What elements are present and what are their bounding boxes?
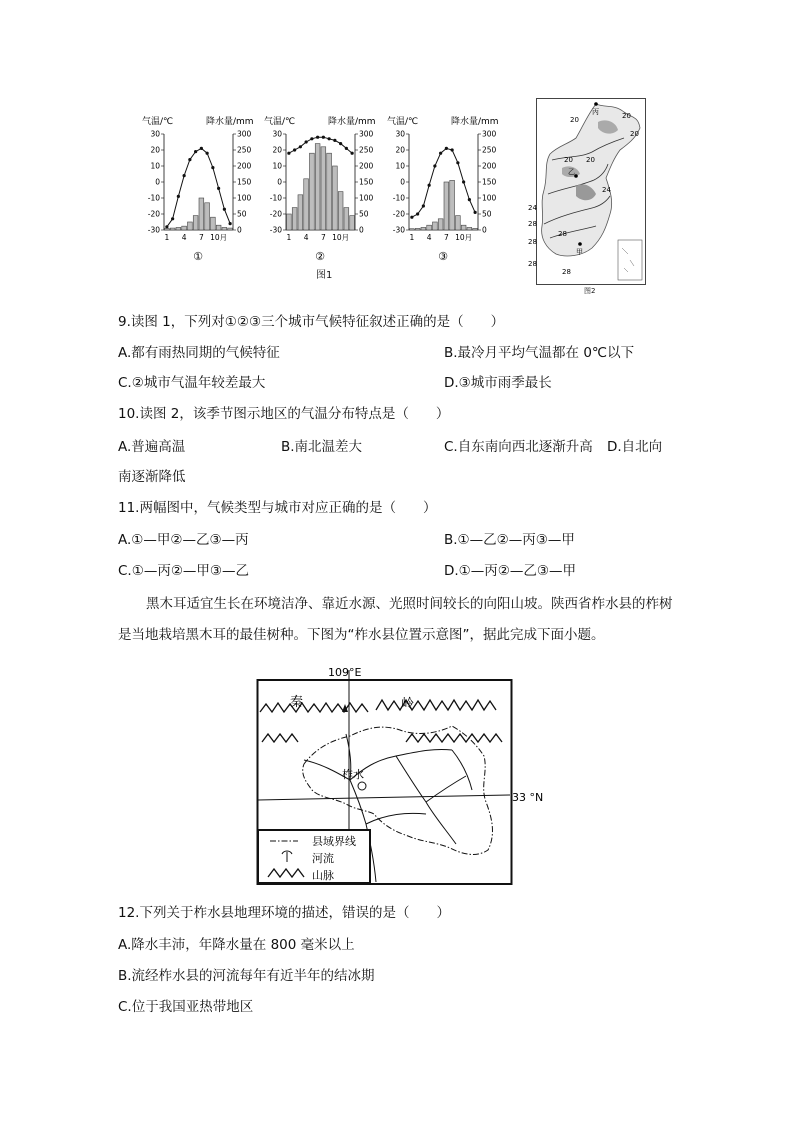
precipitation-tick-label: 50 bbox=[359, 209, 369, 219]
temperature-tick-label: -30 bbox=[392, 225, 405, 235]
precipitation-bar bbox=[450, 180, 455, 230]
month-tick-label: 1 bbox=[286, 233, 292, 242]
temperature-point bbox=[217, 187, 220, 190]
figure-1 bbox=[140, 112, 510, 282]
precipitation-tick-label: 150 bbox=[359, 177, 374, 187]
temperature-tick-label: 30 bbox=[272, 129, 282, 139]
temperature-axis-title: 气温/℃ bbox=[387, 117, 419, 127]
precipitation-tick-label: 0 bbox=[359, 225, 364, 235]
temperature-tick-label: -10 bbox=[147, 193, 160, 203]
temperature-point bbox=[310, 137, 313, 140]
precipitation-bar bbox=[292, 208, 297, 230]
isotherm-label: 28 bbox=[528, 260, 537, 268]
temperature-tick-label: -10 bbox=[392, 193, 405, 203]
temperature-tick-label: 20 bbox=[272, 145, 282, 155]
precipitation-bar bbox=[199, 198, 204, 230]
city-jia-dot bbox=[578, 242, 582, 246]
temperature-tick-label: 0 bbox=[400, 177, 405, 187]
month-tick-label: 10月 bbox=[455, 233, 473, 242]
temperature-tick-label: 20 bbox=[395, 145, 405, 155]
isotherm-label: 28 bbox=[528, 220, 537, 228]
temperature-point bbox=[474, 211, 477, 214]
isotherm-label: 24 bbox=[528, 204, 537, 212]
temperature-tick-label: -10 bbox=[269, 193, 282, 203]
temperature-point bbox=[299, 145, 302, 148]
temperature-point bbox=[305, 140, 308, 143]
q10-option-c: C.自东南向西北逐渐升高 bbox=[444, 439, 593, 455]
q12-option-c: C.位于我国亚热带地区 bbox=[118, 999, 254, 1015]
temperature-point bbox=[177, 195, 180, 198]
precipitation-tick-label: 100 bbox=[482, 193, 497, 203]
q9-option-d: D.③城市雨季最长 bbox=[444, 375, 552, 391]
zhashui-map bbox=[256, 664, 556, 890]
temperature-tick-label: -20 bbox=[269, 209, 282, 219]
temperature-line bbox=[412, 148, 475, 217]
temperature-tick-label: -30 bbox=[269, 225, 282, 235]
temperature-point bbox=[171, 217, 174, 220]
temperature-point bbox=[200, 147, 203, 150]
mountain-label-left: 秦 bbox=[290, 695, 304, 710]
temperature-tick-label: 10 bbox=[272, 161, 282, 171]
chart-number-label: ① bbox=[193, 250, 203, 263]
legend-boundary-label: 县域界线 bbox=[312, 835, 356, 848]
precipitation-bar bbox=[467, 227, 472, 230]
figure-2-caption: 图2 bbox=[584, 287, 596, 295]
month-tick-label: 4 bbox=[181, 233, 187, 242]
month-tick-label: 7 bbox=[443, 233, 449, 242]
isotherm-label: 20 bbox=[564, 156, 573, 164]
climate-charts bbox=[140, 112, 510, 282]
isotherm-label: 28 bbox=[528, 238, 537, 246]
q11-option-b: B.①—乙②—丙③—甲 bbox=[444, 532, 575, 548]
precipitation-tick-label: 300 bbox=[237, 129, 252, 139]
temperature-point bbox=[188, 158, 191, 161]
q11-stem: 11.两幅图中，气候类型与城市对应正确的是（ ） bbox=[118, 500, 437, 516]
precipitation-bar bbox=[338, 192, 343, 230]
precipitation-tick-label: 50 bbox=[237, 209, 247, 219]
temperature-axis-title: 气温/℃ bbox=[142, 117, 174, 127]
precipitation-tick-label: 50 bbox=[482, 209, 492, 219]
precipitation-bar bbox=[444, 182, 449, 230]
q11-option-d: D.①—丙②—乙③—甲 bbox=[444, 563, 576, 579]
temperature-point bbox=[211, 166, 214, 169]
temperature-tick-label: 0 bbox=[277, 177, 282, 187]
precipitation-tick-label: 0 bbox=[482, 225, 487, 235]
precipitation-tick-label: 200 bbox=[237, 161, 252, 171]
q10-option-b: B.南北温差大 bbox=[281, 439, 363, 455]
q9-option-a: A.都有雨热同期的气候特征 bbox=[118, 345, 280, 361]
precipitation-tick-label: 250 bbox=[237, 145, 252, 155]
longitude-label: 109°E bbox=[328, 666, 362, 679]
month-tick-label: 4 bbox=[303, 233, 309, 242]
precipitation-tick-label: 300 bbox=[359, 129, 374, 139]
temperature-point bbox=[428, 184, 431, 187]
temperature-point bbox=[456, 161, 459, 164]
precipitation-tick-label: 250 bbox=[359, 145, 374, 155]
temperature-tick-label: 30 bbox=[150, 129, 160, 139]
temperature-point bbox=[439, 152, 442, 155]
month-tick-label: 1 bbox=[164, 233, 170, 242]
precipitation-bar bbox=[205, 203, 210, 230]
city-bing-dot bbox=[594, 102, 598, 106]
legend-river-label: 河流 bbox=[312, 852, 334, 865]
temperature-point bbox=[351, 152, 354, 155]
passage-text: 黑木耳适宜生长在环境洁净、靠近水源、光照时间较长的向阳山坡。陕西省柞水县的柞树是当地栽培黑木耳的最佳树种。下图为“柞水县位置示意图”，据此完成下面小题。 bbox=[118, 596, 673, 643]
temperature-point bbox=[410, 216, 413, 219]
temperature-point bbox=[445, 147, 448, 150]
month-tick-label: 4 bbox=[426, 233, 432, 242]
temperature-point bbox=[183, 174, 186, 177]
q10-stem: 10.读图 2，该季节图示地区的气温分布特点是（ ） bbox=[118, 406, 450, 422]
precipitation-tick-label: 200 bbox=[482, 161, 497, 171]
temperature-point bbox=[229, 222, 232, 225]
month-tick-label: 7 bbox=[320, 233, 326, 242]
precipitation-bar bbox=[188, 222, 193, 230]
precipitation-tick-label: 300 bbox=[482, 129, 497, 139]
precipitation-bar bbox=[427, 225, 432, 230]
month-tick-label: 1 bbox=[409, 233, 415, 242]
temperature-tick-label: 20 bbox=[150, 145, 160, 155]
q12-option-a: A.降水丰沛，年降水量在 800 毫米以上 bbox=[118, 937, 355, 953]
precipitation-bar bbox=[310, 153, 315, 230]
figure-2 bbox=[528, 98, 646, 295]
precipitation-bar bbox=[228, 228, 233, 230]
precipitation-bar bbox=[304, 179, 309, 230]
legend-mountain-label: 山脉 bbox=[312, 869, 334, 882]
temperature-point bbox=[422, 204, 425, 207]
precipitation-bar bbox=[222, 227, 227, 230]
precipitation-bar bbox=[433, 222, 438, 230]
temperature-point bbox=[328, 137, 331, 140]
county-seat-marker bbox=[358, 782, 366, 790]
city-label-yi: 乙 bbox=[568, 168, 575, 176]
precipitation-bar bbox=[211, 217, 216, 230]
temperature-point bbox=[165, 225, 168, 228]
isotherm-label: 20 bbox=[570, 116, 579, 124]
temperature-tick-label: 30 bbox=[395, 129, 405, 139]
precipitation-bar bbox=[333, 166, 338, 230]
chart-number-label: ② bbox=[315, 250, 325, 263]
precipitation-bar bbox=[344, 208, 349, 230]
temperature-tick-label: -20 bbox=[147, 209, 160, 219]
precipitation-bar bbox=[287, 214, 292, 230]
temperature-point bbox=[462, 180, 465, 183]
q9-option-b: B.最冷月平均气温都在 0℃以下 bbox=[444, 345, 635, 361]
isotherm-label: 28 bbox=[558, 230, 567, 238]
q11-option-a: A.①—甲②—乙③—丙 bbox=[118, 532, 249, 548]
isotherm-label: 20 bbox=[586, 156, 595, 164]
isotherm-label: 20 bbox=[622, 112, 631, 120]
precipitation-bar bbox=[182, 226, 187, 230]
precipitation-bar bbox=[298, 195, 303, 230]
temperature-axis-title: 气温/℃ bbox=[264, 117, 296, 127]
temperature-point bbox=[223, 208, 226, 211]
precipitation-bar bbox=[350, 216, 355, 230]
q10-option-d-cont: 南逐渐降低 bbox=[118, 469, 186, 485]
temperature-tick-label: 10 bbox=[150, 161, 160, 171]
temperature-point bbox=[316, 136, 319, 139]
temperature-point bbox=[345, 147, 348, 150]
isotherm-map bbox=[528, 98, 646, 294]
precipitation-bar bbox=[170, 228, 175, 230]
temperature-tick-label: -30 bbox=[147, 225, 160, 235]
temperature-point bbox=[333, 139, 336, 142]
city-label-jia: 甲 bbox=[576, 248, 583, 256]
precipitation-bar bbox=[415, 228, 420, 230]
isotherm-label: 24 bbox=[602, 186, 611, 194]
precipitation-tick-label: 250 bbox=[482, 145, 497, 155]
month-tick-label: 7 bbox=[198, 233, 204, 242]
q10-option-d: D.自北向 bbox=[607, 439, 663, 455]
temperature-line bbox=[167, 148, 230, 226]
q11-option-c: C.①—丙②—甲③—乙 bbox=[118, 563, 250, 579]
precipitation-tick-label: 100 bbox=[237, 193, 252, 203]
temperature-point bbox=[194, 150, 197, 153]
precipitation-tick-label: 100 bbox=[359, 193, 374, 203]
temperature-tick-label: 0 bbox=[155, 177, 160, 187]
county-label: 柞水 bbox=[342, 768, 364, 781]
precipitation-bar bbox=[456, 216, 461, 230]
q12-option-b: B.流经柞水县的河流每年有近半年的结冰期 bbox=[118, 968, 375, 984]
temperature-line bbox=[289, 137, 352, 153]
precipitation-bar bbox=[438, 219, 443, 230]
q12-stem: 12.下列关于柞水县地理环境的描述，错误的是（ ） bbox=[118, 905, 450, 921]
precipitation-bar bbox=[461, 225, 466, 230]
chart-number-label: ③ bbox=[438, 250, 448, 263]
precipitation-axis-title: 降水量/mm bbox=[328, 117, 376, 127]
figure-1-caption: 图1 bbox=[316, 270, 333, 281]
isotherm-label: 28 bbox=[562, 268, 571, 276]
precipitation-bar bbox=[176, 227, 181, 230]
temperature-tick-label: -20 bbox=[392, 209, 405, 219]
latitude-label: 33 °N bbox=[512, 791, 544, 804]
precipitation-bar bbox=[410, 229, 415, 230]
city-label-bing: 丙 bbox=[592, 108, 599, 116]
temperature-point bbox=[322, 136, 325, 139]
precipitation-axis-title: 降水量/mm bbox=[206, 117, 254, 127]
mountain-label-right: 岭 bbox=[401, 697, 415, 712]
precipitation-tick-label: 0 bbox=[237, 225, 242, 235]
precipitation-bar bbox=[193, 216, 198, 230]
precipitation-bar bbox=[321, 147, 326, 230]
precipitation-tick-label: 150 bbox=[482, 177, 497, 187]
precipitation-bar bbox=[421, 227, 426, 230]
precipitation-axis-title: 降水量/mm bbox=[451, 117, 499, 127]
precipitation-tick-label: 150 bbox=[237, 177, 252, 187]
temperature-point bbox=[468, 198, 471, 201]
isotherm-label: 20 bbox=[630, 130, 639, 138]
temperature-tick-label: 10 bbox=[395, 161, 405, 171]
month-tick-label: 10月 bbox=[332, 233, 350, 242]
temperature-point bbox=[416, 212, 419, 215]
q9-stem: 9.读图 1，下列对①②③三个城市气候特征叙述正确的是（ ） bbox=[118, 314, 505, 330]
temperature-point bbox=[287, 152, 290, 155]
temperature-point bbox=[206, 152, 209, 155]
month-tick-label: 10月 bbox=[210, 233, 228, 242]
q10-option-a: A.普遍高温 bbox=[118, 439, 186, 455]
precipitation-bar bbox=[315, 144, 320, 230]
precipitation-bar bbox=[216, 225, 221, 230]
precipitation-bar bbox=[473, 228, 478, 230]
q9-option-c: C.②城市气温年较差最大 bbox=[118, 375, 266, 391]
temperature-point bbox=[339, 142, 342, 145]
temperature-point bbox=[433, 164, 436, 167]
precipitation-bar bbox=[327, 153, 332, 230]
temperature-point bbox=[293, 148, 296, 151]
temperature-point bbox=[451, 148, 454, 151]
precipitation-tick-label: 200 bbox=[359, 161, 374, 171]
precipitation-bar bbox=[165, 228, 170, 230]
